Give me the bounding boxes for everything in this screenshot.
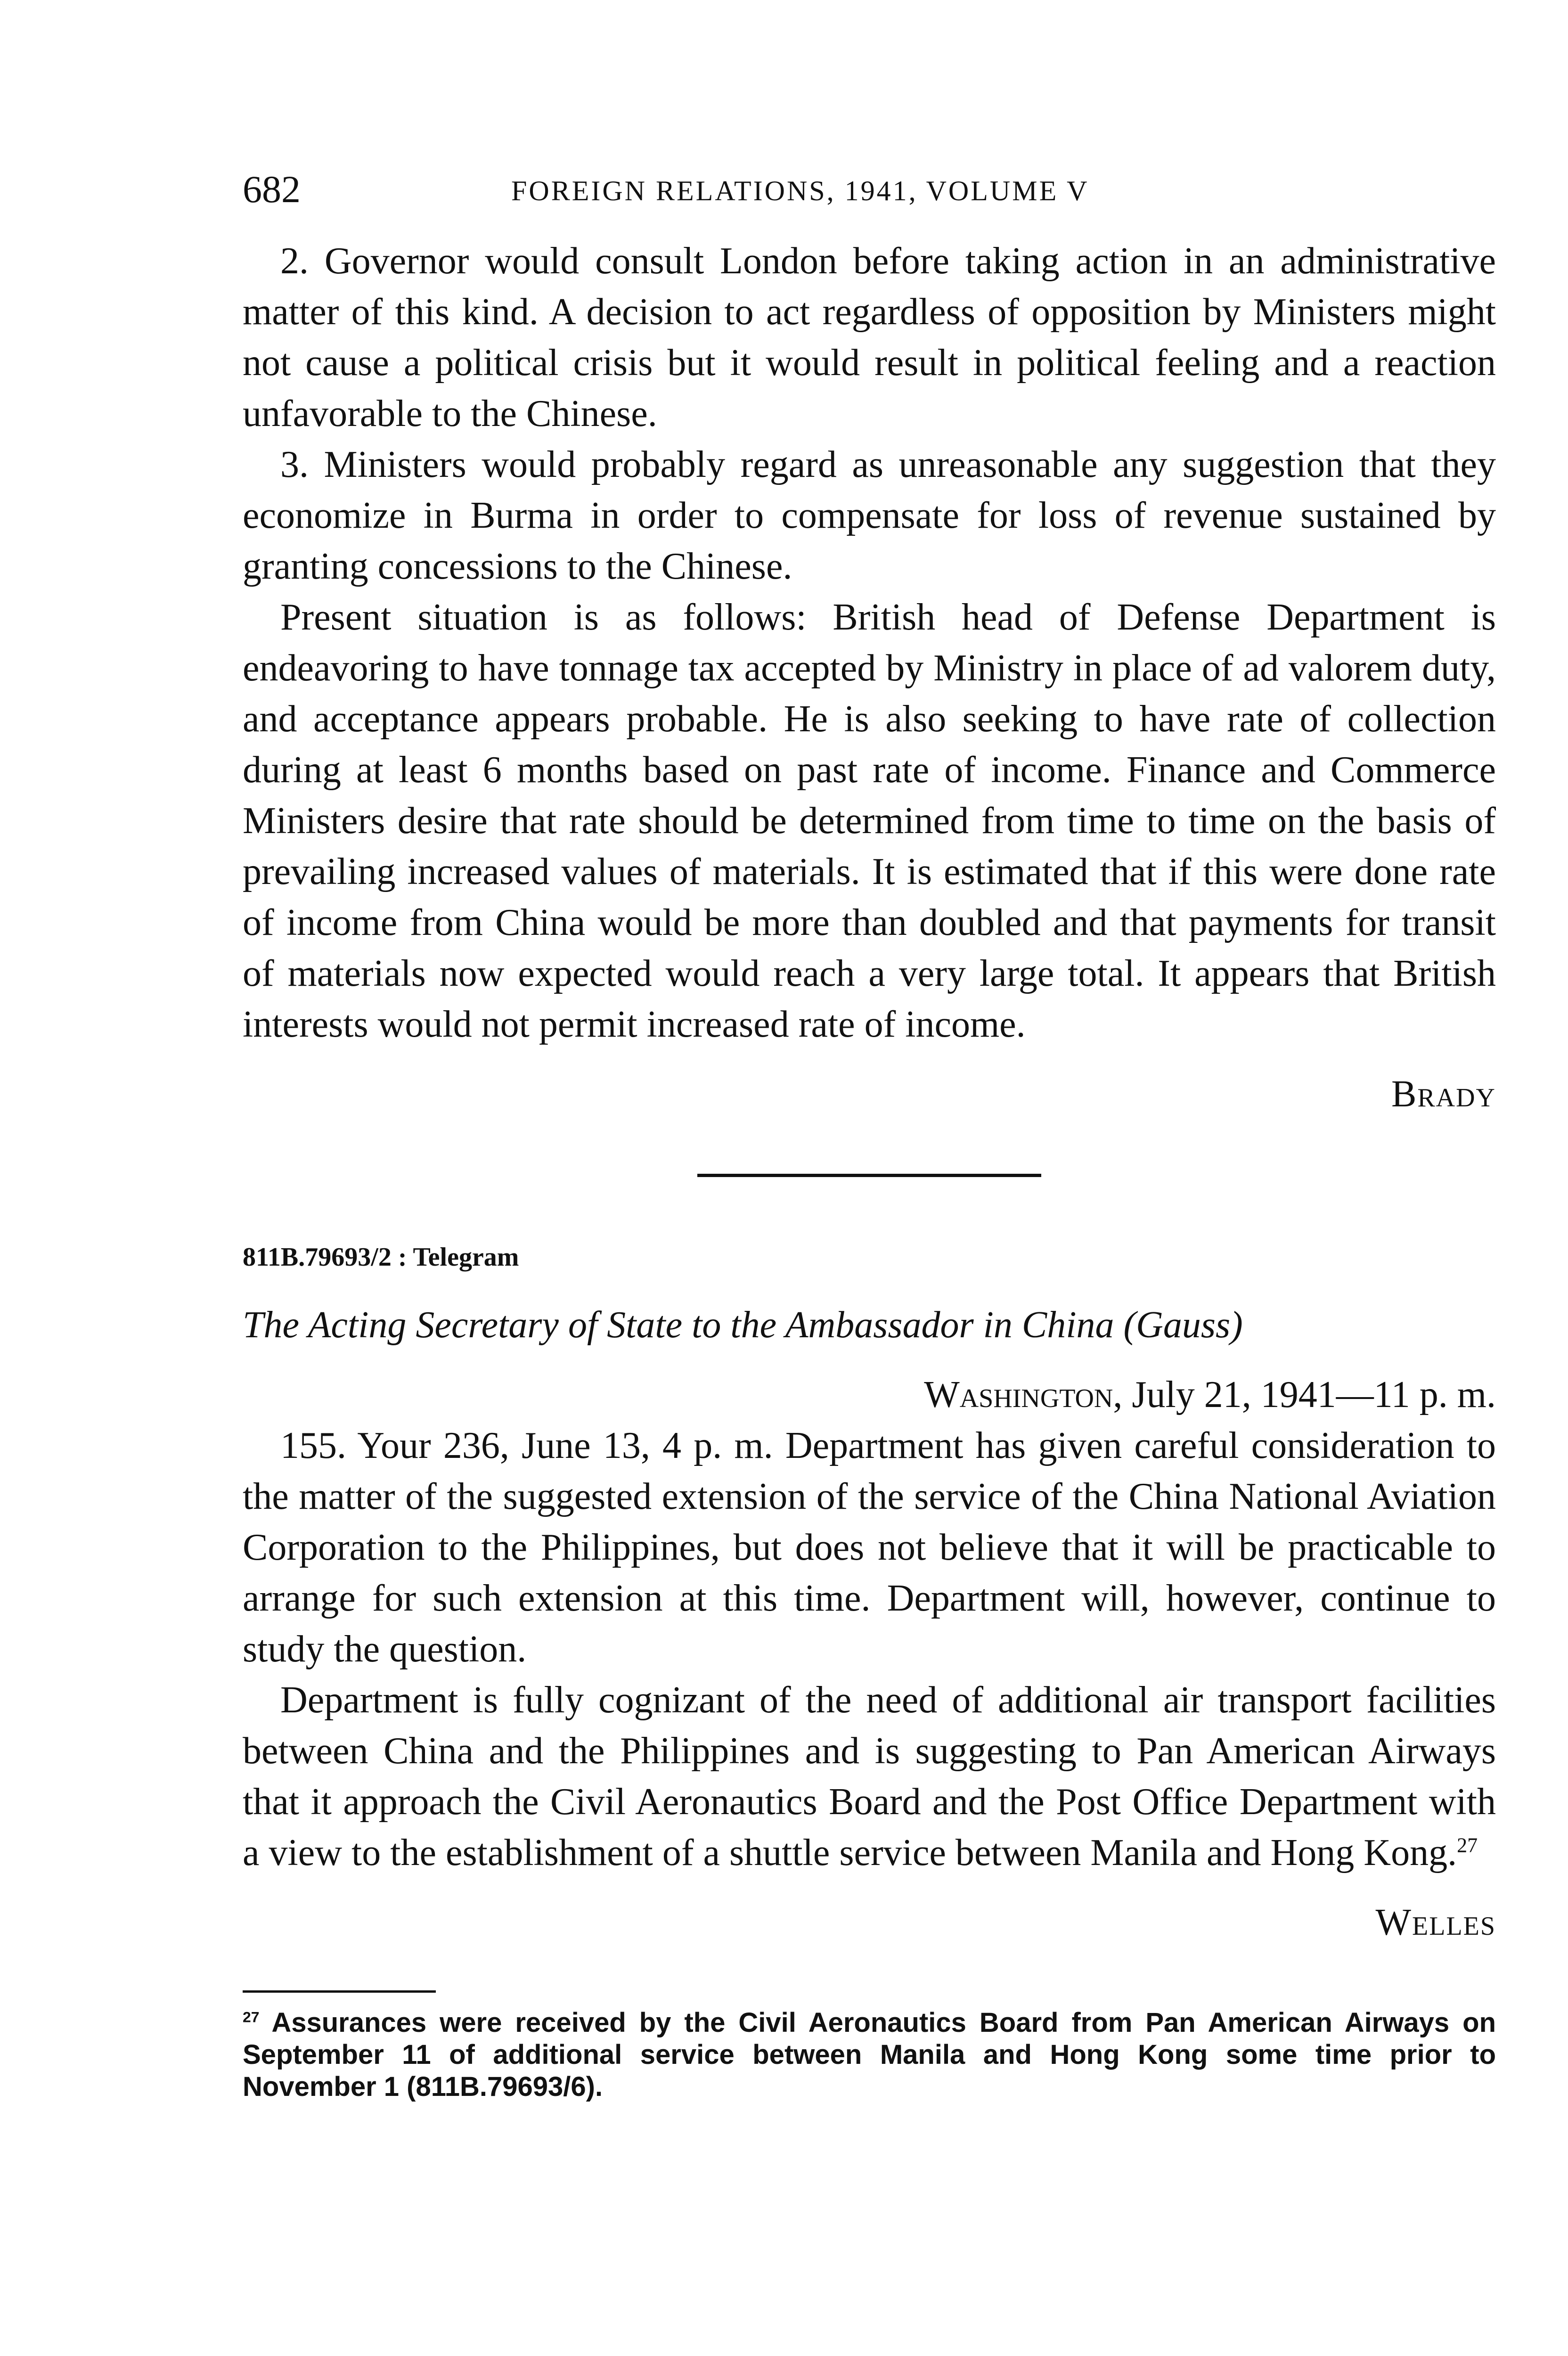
footnote-reference: 27 xyxy=(1457,1833,1478,1857)
paragraph-3: 3. Ministers would probably regard as unreasonable any suggestion that they economize in Burma in order to compensate for loss of revenue sustained by granting concessions to the Chinese. xyxy=(243,444,1496,587)
dateline-place: Washington xyxy=(924,1374,1113,1415)
document-caption: The Acting Secretary of State to the Ambassador in China (Gauss) xyxy=(243,1304,1243,1346)
footnote-text: Assurances were received by the Civil Aeronautics Board from Pan American Airways on September 11 of additional service between Manila and Hong Kong some time prior to November 1 (811B.79693/6). xyxy=(243,2007,1496,2102)
page-header xyxy=(243,167,1496,214)
paragraph-present-situation: Present situation is as follows: British head of Defense Department is endeavoring to have tonnage tax accepted by Ministry in place of ad valorem duty, and acceptance appears probable. He is also seeking to have rate of collection during at least 6 months based on past rate of income. Finance and Commerce Ministers desire that rate should be determined from time to time on the basis of prevailing increased values of materials. It is estimated that if this were done rate of income from China would be more than doubled and that payments for transit of materials now expected would reach a very large total. It appears that British interests would not permit increased rate of income. xyxy=(243,597,1496,1045)
footnote xyxy=(243,2007,1496,2103)
signature-welles: Welles xyxy=(1375,1902,1496,1943)
paragraph-department xyxy=(243,1675,1496,1878)
file-reference: 811B.79693/2 : Telegram xyxy=(243,1243,519,1272)
page-number: 682 xyxy=(243,168,301,211)
dateline xyxy=(243,1369,1496,1420)
page-body xyxy=(243,236,1496,2103)
signature-brady: Brady xyxy=(1391,1073,1496,1115)
footnote-rule xyxy=(243,1990,436,1993)
paragraph-department-text: Department is fully cognizant of the need of additional air transport facilities between China and the Philippines and is suggesting to Pan American Airways that it approach the Civil Aeronautics Board and the Post Office Department with a view to the establishment of a shuttle service between Manila and Hong Kong. xyxy=(243,1679,1496,1873)
running-title: FOREIGN RELATIONS, 1941, VOLUME V xyxy=(511,175,1089,206)
footnote-marker: 27 xyxy=(243,2008,260,2026)
dateline-date: , July 21, 1941—11 p. m. xyxy=(1113,1374,1496,1415)
paragraph-2: 2. Governor would consult London before taking action in an administrative matter of this kind. A decision to act regardless of opposition by Ministers might not cause a political crisis but it would result in political feeling and a reaction unfavorable to the Chinese. xyxy=(243,240,1496,434)
section-divider xyxy=(697,1174,1041,1177)
paragraph-155: 155. Your 236, June 13, 4 p. m. Department has given careful consideration to the matter of the suggested extension of the service of the China National Aviation Corporation to the Philippines, but does not believe that it will be practicable to arrange for such extension at this time. Department will, however, continue to study the question. xyxy=(243,1425,1496,1670)
